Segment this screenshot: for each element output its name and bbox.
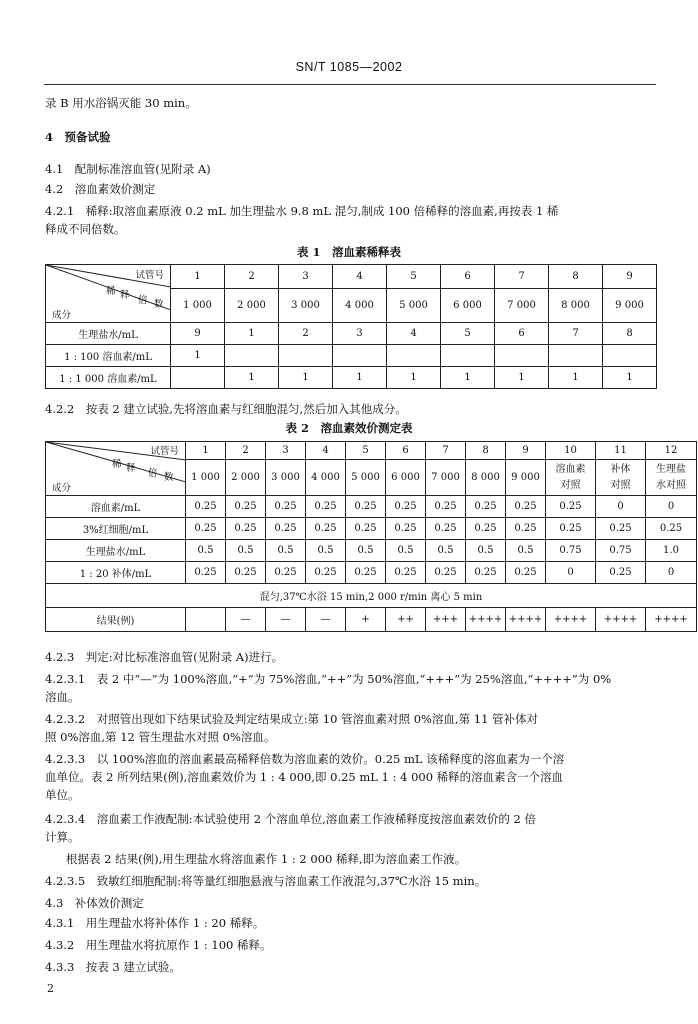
t2-result-cell: — [266,608,306,632]
t2-cell: 0.5 [426,540,466,562]
t1-cell [495,345,549,367]
t2-cell: 0.25 [506,518,546,540]
t1-row-label: 1 : 1 000 溶血素/mL [46,367,171,389]
corner-times-label: 倍 [148,468,158,479]
t2-mix-instruction: 混匀,37℃水浴 15 min,2 000 r/min 离心 5 min [46,584,697,608]
section-4-heading: 4 预备试验 [45,130,111,144]
t2-cell: 0.25 [186,518,226,540]
section-4-1: 4.1 配制标准溶血管(见附录 A) [45,162,211,176]
t2-control-hemolysin [546,460,596,496]
section-4-3-2: 4.3.2 用生理盐水将抗原作 1 : 100 稀释。 [45,938,272,952]
t2-cell: 0.25 [306,562,346,584]
t1-cell: 8 [603,323,657,345]
t2-cell: 0.25 [646,518,697,540]
t2-cell: 0.25 [266,518,306,540]
t1-dilution: 1 000 [171,289,225,323]
t1-cell: 1 [603,367,657,389]
t1-tube: 6 [441,265,495,289]
control-line2: 水对照 [656,479,686,491]
table2-corner-header [46,442,186,496]
t2-cell: 0.25 [546,496,596,518]
t2-cell: 0.25 [596,562,646,584]
t1-tube: 8 [549,265,603,289]
section-4-3-3: 4.3.3 按表 3 建立试验。 [45,960,181,974]
t2-tube: 6 [386,442,426,460]
t1-cell: 1 [387,367,441,389]
t1-cell: 1 [225,367,279,389]
t2-cell: 0.25 [596,518,646,540]
corner-component-label: 成分 [52,483,72,494]
t2-cell: 0 [546,562,596,584]
t2-tube: 4 [306,442,346,460]
t2-result-cell [186,608,226,632]
t1-dilution: 2 000 [225,289,279,323]
control-line1: 溶血素 [555,463,586,475]
t1-dilution: 9 000 [603,289,657,323]
t2-cell: 0.25 [386,518,426,540]
t2-dilution: 6 000 [386,460,426,496]
section-4-2-3-4-line3: 根据表 2 结果(例),用生理盐水将溶血素作 1 : 2 000 稀释,即为溶血素工作液。 [66,852,467,866]
t2-cell: 0.75 [596,540,646,562]
t2-row-label: 溶血素/mL [46,496,186,518]
t2-control-saline [646,460,697,496]
t1-tube: 5 [387,265,441,289]
t2-cell: 0.25 [426,496,466,518]
t1-cell: 1 [441,367,495,389]
t2-result-cell: + [346,608,386,632]
t1-cell: 7 [549,323,603,345]
t1-dilution: 6 000 [441,289,495,323]
t1-cell [171,367,225,389]
t1-cell: 1 [225,323,279,345]
t2-dilution: 2 000 [226,460,266,496]
table2-caption: 表 2 溶血素效价测定表 [285,421,413,435]
t2-cell: 0.75 [546,540,596,562]
t1-tube: 1 [171,265,225,289]
dilution-table [45,264,657,389]
t2-cell: 0.25 [426,562,466,584]
t2-cell: 0.25 [386,496,426,518]
t2-dilution: 3 000 [266,460,306,496]
t2-result-label: 结果(例) [46,608,186,632]
t2-dilution: 8 000 [466,460,506,496]
t2-tube: 3 [266,442,306,460]
t2-cell: 0.25 [546,518,596,540]
t1-cell [225,345,279,367]
section-4-3-1: 4.3.1 用生理盐水将补体作 1 : 20 稀释。 [45,916,265,930]
t2-result-cell: ++++ [506,608,546,632]
t2-cell: 0.25 [226,518,266,540]
section-4-2-3-2-line1: 4.2.3.2 对照管出现如下结果试验及判定结果成立:第 10 管溶血素对照 0%溶血,第 11 管补体对 [45,712,539,726]
control-line1: 生理盐 [656,463,686,475]
t2-result-cell: ++++ [646,608,697,632]
t1-row-label: 1 : 100 溶血素/mL [46,345,171,367]
t2-cell: 0.25 [466,562,506,584]
section-4-2-1-line2: 释成不同倍数。 [45,222,126,236]
t2-tube: 8 [466,442,506,460]
section-4-2-3-3-line1: 4.2.3.3 以 100%溶血的溶血素最高稀释倍数为溶血素的效价。0.25 mL 该稀释度的溶血素为一个溶 [45,752,565,766]
t1-cell: 1 [333,367,387,389]
t2-dilution: 7 000 [426,460,466,496]
t1-dilution: 5 000 [387,289,441,323]
t2-result-cell: ++++ [466,608,506,632]
section-4-2-3-2-line2: 照 0%溶血,第 12 管生理盐水对照 0%溶血。 [45,730,276,744]
corner-component-label: 成分 [52,310,72,321]
t2-cell: 1.0 [646,540,697,562]
t1-tube: 4 [333,265,387,289]
header-rule [44,84,656,85]
t1-cell [549,345,603,367]
t2-cell: 0.5 [186,540,226,562]
section-4-2-3-5: 4.2.3.5 致敏红细胞配制:将等量红细胞悬液与溶血素工作液混匀,37℃水浴 15 min。 [45,874,487,888]
control-line1: 补体 [610,463,631,475]
control-line2: 对照 [610,479,631,491]
t2-result-cell: ++++ [546,608,596,632]
t2-cell: 0.25 [466,518,506,540]
section-4-2-3-1-line1: 4.2.3.1 表 2 中“—”为 100%溶血,“+”为 75%溶血,“++”为 50%溶血,“+++”为 25%溶血,“++++”为 0% [45,672,612,686]
t2-dilution: 1 000 [186,460,226,496]
t1-cell [603,345,657,367]
t1-cell [441,345,495,367]
page-header: SN/T 1085—2002 [295,60,403,74]
t2-result-cell: — [226,608,266,632]
t1-tube: 7 [495,265,549,289]
t1-cell [333,345,387,367]
page-number: 2 [47,982,54,995]
section-4-2: 4.2 溶血素效价测定 [45,182,156,196]
t2-cell: 0.25 [186,562,226,584]
section-4-2-3-3-line3: 单位。 [45,788,80,802]
t2-control-complement [596,460,646,496]
hemolysin-titer-table [45,441,697,632]
t1-cell [387,345,441,367]
corner-dilute-label-2: 释 [126,463,136,474]
table1-caption: 表 1 溶血素稀释表 [296,245,401,259]
t1-tube: 9 [603,265,657,289]
corner-dilute-label: 稀 [112,459,122,470]
t2-cell: 0.5 [386,540,426,562]
t1-cell: 1 [495,367,549,389]
t2-cell: 0.5 [226,540,266,562]
t2-cell: 0 [596,496,646,518]
t2-dilution: 9 000 [506,460,546,496]
corner-times-label-2: 数 [154,299,164,310]
corner-dilute-label-2: 释 [120,290,130,301]
t1-cell: 1 [549,367,603,389]
t1-row-label: 生理盐水/mL [46,323,171,345]
t2-cell: 0.25 [466,496,506,518]
t2-result-cell: ++++ [596,608,646,632]
t2-tube: 11 [596,442,646,460]
t2-row-label: 1 : 20 补体/mL [46,562,186,584]
t2-cell: 0.5 [506,540,546,562]
t2-cell: 0.25 [346,562,386,584]
t1-cell [279,345,333,367]
t2-dilution: 4 000 [306,460,346,496]
t2-cell: 0.25 [226,496,266,518]
t1-tube: 2 [225,265,279,289]
t1-cell: 5 [441,323,495,345]
t1-cell: 6 [495,323,549,345]
t2-cell: 0.5 [266,540,306,562]
corner-times-label: 倍 [138,295,148,306]
t2-cell: 0.25 [506,562,546,584]
para-continuation: 录 B 用水浴锅灭能 30 min。 [45,96,197,110]
corner-dilute-label: 稀 [106,286,116,297]
corner-times-label-2: 数 [164,472,174,483]
t1-cell: 9 [171,323,225,345]
t2-cell: 0.25 [426,518,466,540]
t2-cell: 0.25 [306,518,346,540]
t2-cell: 0.25 [346,518,386,540]
t2-cell: 0.25 [386,562,426,584]
t1-dilution: 8 000 [549,289,603,323]
table1-corner-header [46,265,171,323]
section-4-2-2: 4.2.2 按表 2 建立试验,先将溶血素与红细胞混匀,然后加入其他成分。 [45,402,407,416]
t2-cell: 0.25 [306,496,346,518]
section-4-2-3: 4.2.3 判定:对比标准溶血管(见附录 A)进行。 [45,650,284,664]
t1-cell: 4 [387,323,441,345]
t1-dilution: 7 000 [495,289,549,323]
t2-cell: 0.25 [266,496,306,518]
section-4-2-3-4-line1: 4.2.3.4 溶血素工作液配制:本试验使用 2 个溶血单位,溶血素工作液稀释度按溶血素效价的 2 倍 [45,812,537,826]
t2-tube: 10 [546,442,596,460]
t2-cell: 0.25 [346,496,386,518]
t2-tube: 12 [646,442,697,460]
t2-cell: 0 [646,562,697,584]
t2-tube: 9 [506,442,546,460]
t1-tube: 3 [279,265,333,289]
t2-dilution: 5 000 [346,460,386,496]
t2-cell: 0.5 [306,540,346,562]
t2-tube: 1 [186,442,226,460]
t2-result-cell: — [306,608,346,632]
t1-dilution: 4 000 [333,289,387,323]
section-4-2-3-3-line2: 血单位。表 2 所列结果(例),溶血素效价为 1 : 4 000,即 0.25 mL 1 : 4 000 稀释的溶血素含一个溶血 [45,770,564,784]
control-line2: 对照 [560,479,581,491]
t2-cell: 0.25 [266,562,306,584]
t2-cell: 0.25 [186,496,226,518]
t2-tube: 7 [426,442,466,460]
t2-tube: 2 [226,442,266,460]
t1-cell: 3 [333,323,387,345]
t1-cell: 1 [171,345,225,367]
section-4-2-1-line1: 4.2.1 稀释:取溶血素原液 0.2 mL 加生理盐水 9.8 mL 混匀,制成 100 倍稀释的溶血素,再按表 1 稀 [45,204,559,218]
section-4-2-3-1-line2: 溶血。 [45,690,80,704]
t1-cell: 2 [279,323,333,345]
t1-cell: 1 [279,367,333,389]
t2-row-label: 生理盐水/mL [46,540,186,562]
t2-result-cell: ++ [386,608,426,632]
t1-dilution: 3 000 [279,289,333,323]
section-4-2-3-4-line2: 计算。 [45,830,80,844]
t2-cell: 0.5 [466,540,506,562]
t2-cell: 0.5 [346,540,386,562]
t2-cell: 0.25 [226,562,266,584]
corner-tube-label: 试管号 [150,446,179,457]
t2-tube: 5 [346,442,386,460]
t2-cell: 0 [646,496,697,518]
t2-result-cell: +++ [426,608,466,632]
corner-tube-label: 试管号 [135,270,164,281]
t2-row-label: 3%红细胞/mL [46,518,186,540]
t2-cell: 0.25 [506,496,546,518]
section-4-3: 4.3 补体效价测定 [45,896,144,910]
